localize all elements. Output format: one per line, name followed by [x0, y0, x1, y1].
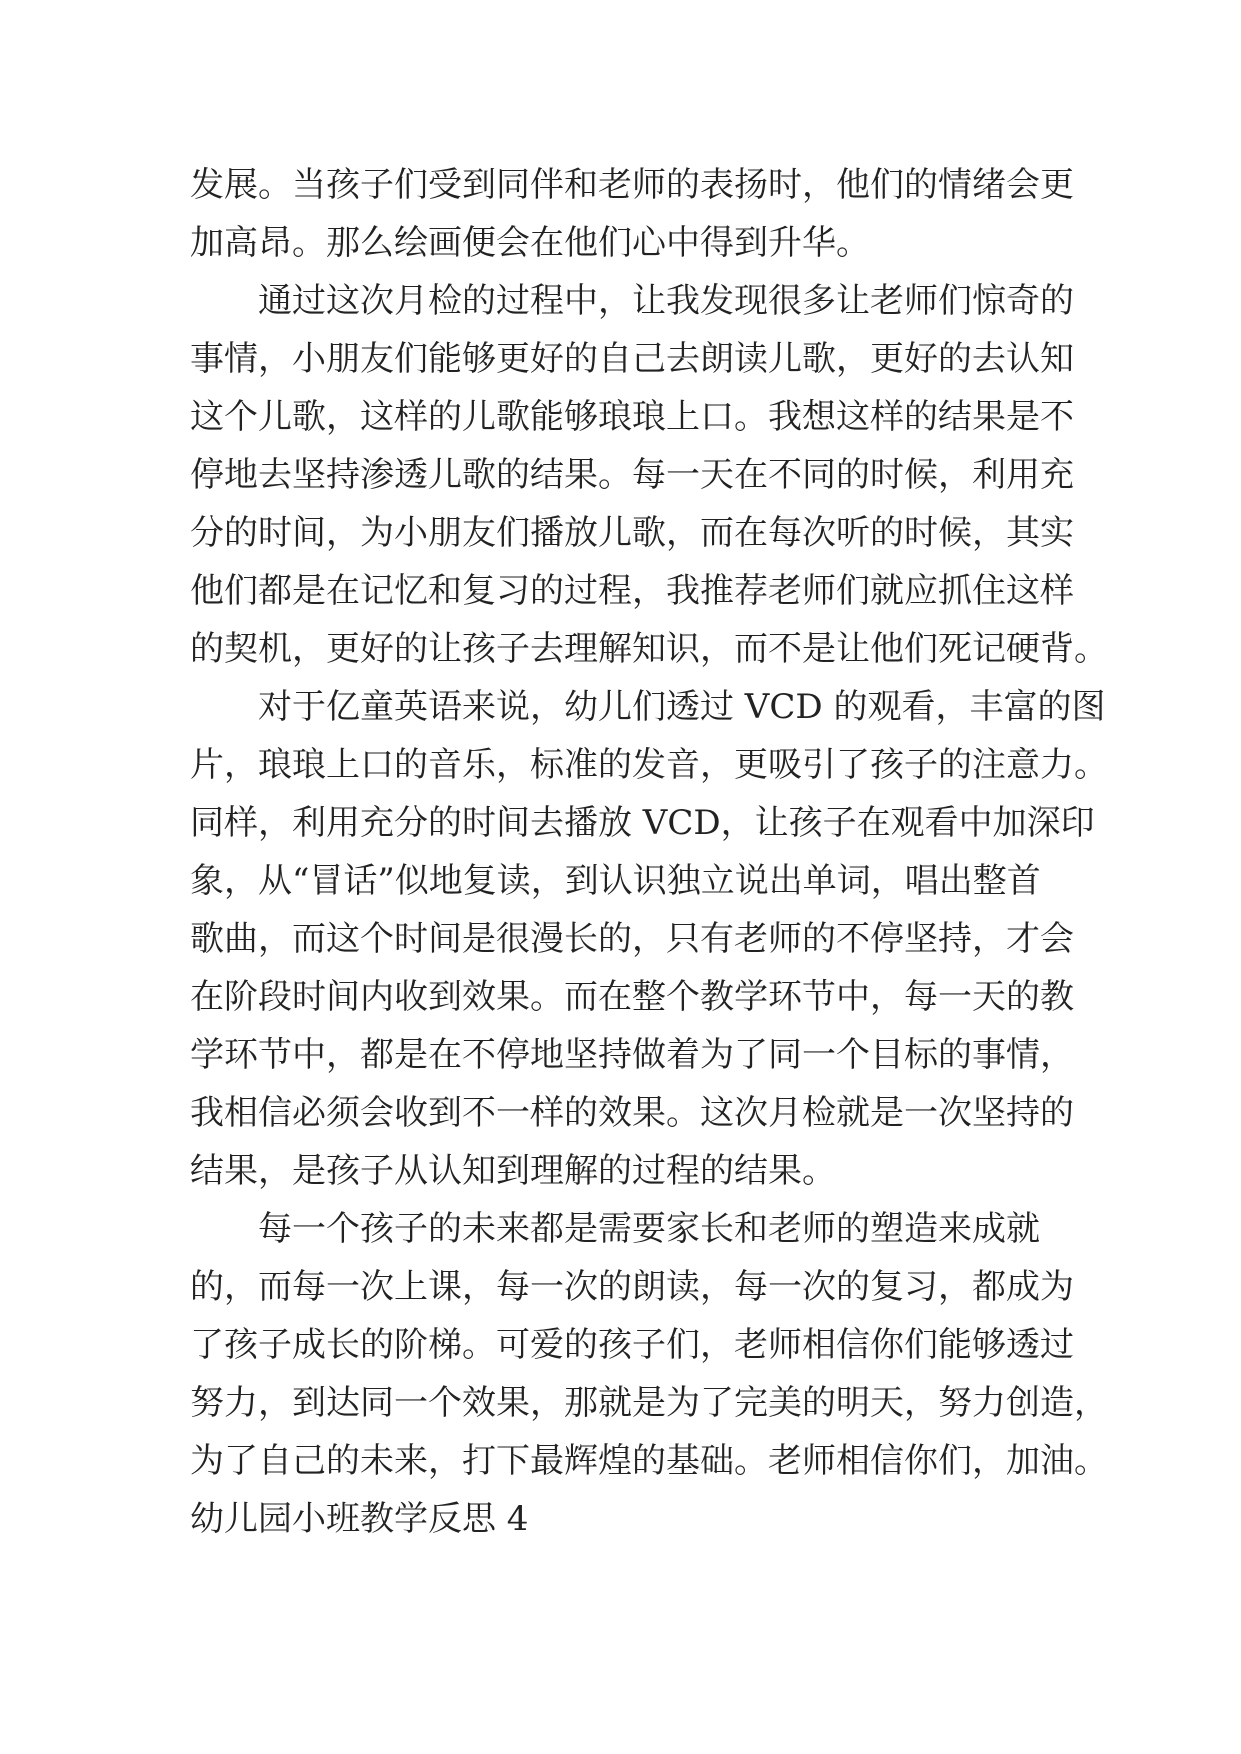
text-line: 的，而每一次上课，每一次的朗读，每一次的复习，都成为 — [190, 1267, 1074, 1307]
text-line: 他们都是在记忆和复习的过程，我推荐老师们就应抓住这样 — [190, 571, 1074, 611]
text-line: 在阶段时间内收到效果。而在整个教学环节中，每一天的教 — [190, 977, 1074, 1017]
text-line: 了孩子成长的阶梯。可爱的孩子们，老师相信你们能够透过 — [190, 1325, 1074, 1365]
text-line: 对于亿童英语来说，幼儿们透过 VCD 的观看，丰富的图 — [258, 687, 1106, 727]
text-line: 歌曲，而这个时间是很漫长的，只有老师的不停坚持，才会 — [190, 919, 1074, 959]
text-line: 的契机，更好的让孩子去理解知识，而不是让他们死记硬背。 — [190, 629, 1108, 669]
paragraph-2 — [190, 272, 1108, 678]
text-line: 发展。当孩子们受到同伴和老师的表扬时，他们的情绪会更 — [190, 165, 1074, 205]
text-line: 每一个孩子的未来都是需要家长和老师的塑造来成就 — [258, 1209, 1040, 1249]
text-line: 结果，是孩子从认知到理解的过程的结果。 — [190, 1151, 836, 1191]
text-line: 我相信必须会收到不一样的效果。这次月检就是一次坚持的 — [190, 1093, 1074, 1133]
paragraph-4 — [190, 1200, 1108, 1490]
text-line: 分的时间，为小朋友们播放儿歌，而在每次听的时候，其实 — [190, 513, 1074, 553]
paragraph-3 — [190, 678, 1108, 1200]
text-line: 加高昂。那么绘画便会在他们心中得到升华。 — [190, 223, 870, 263]
text-line: 这个儿歌，这样的儿歌能够琅琅上口。我想这样的结果是不 — [190, 397, 1074, 437]
text-line: 事情，小朋友们能够更好的自己去朗读儿歌，更好的去认知 — [190, 339, 1074, 379]
document-body — [190, 156, 1108, 1548]
text-line: 停地去坚持渗透儿歌的结果。每一天在不同的时候，利用充 — [190, 455, 1074, 495]
text-line: 片，琅琅上口的音乐，标准的发音，更吸引了孩子的注意力。 — [190, 745, 1108, 785]
paragraph-1 — [190, 156, 1074, 272]
section-heading: 幼儿园小班教学反思 4 — [190, 1499, 529, 1539]
text-line: 象，从“冒话”似地复读，到认识独立说出单词，唱出整首 — [190, 861, 1041, 901]
text-line: 通过这次月检的过程中，让我发现很多让老师们惊奇的 — [258, 281, 1074, 321]
text-line: 为了自己的未来，打下最辉煌的基础。老师相信你们，加油。 — [190, 1441, 1108, 1481]
text-line: 学环节中，都是在不停地坚持做着为了同一个目标的事情， — [190, 1035, 1074, 1075]
text-line: 努力，到达同一个效果，那就是为了完美的明天，努力创造， — [190, 1383, 1108, 1423]
text-line: 同样，利用充分的时间去播放 VCD，让孩子在观看中加深印 — [190, 803, 1095, 843]
